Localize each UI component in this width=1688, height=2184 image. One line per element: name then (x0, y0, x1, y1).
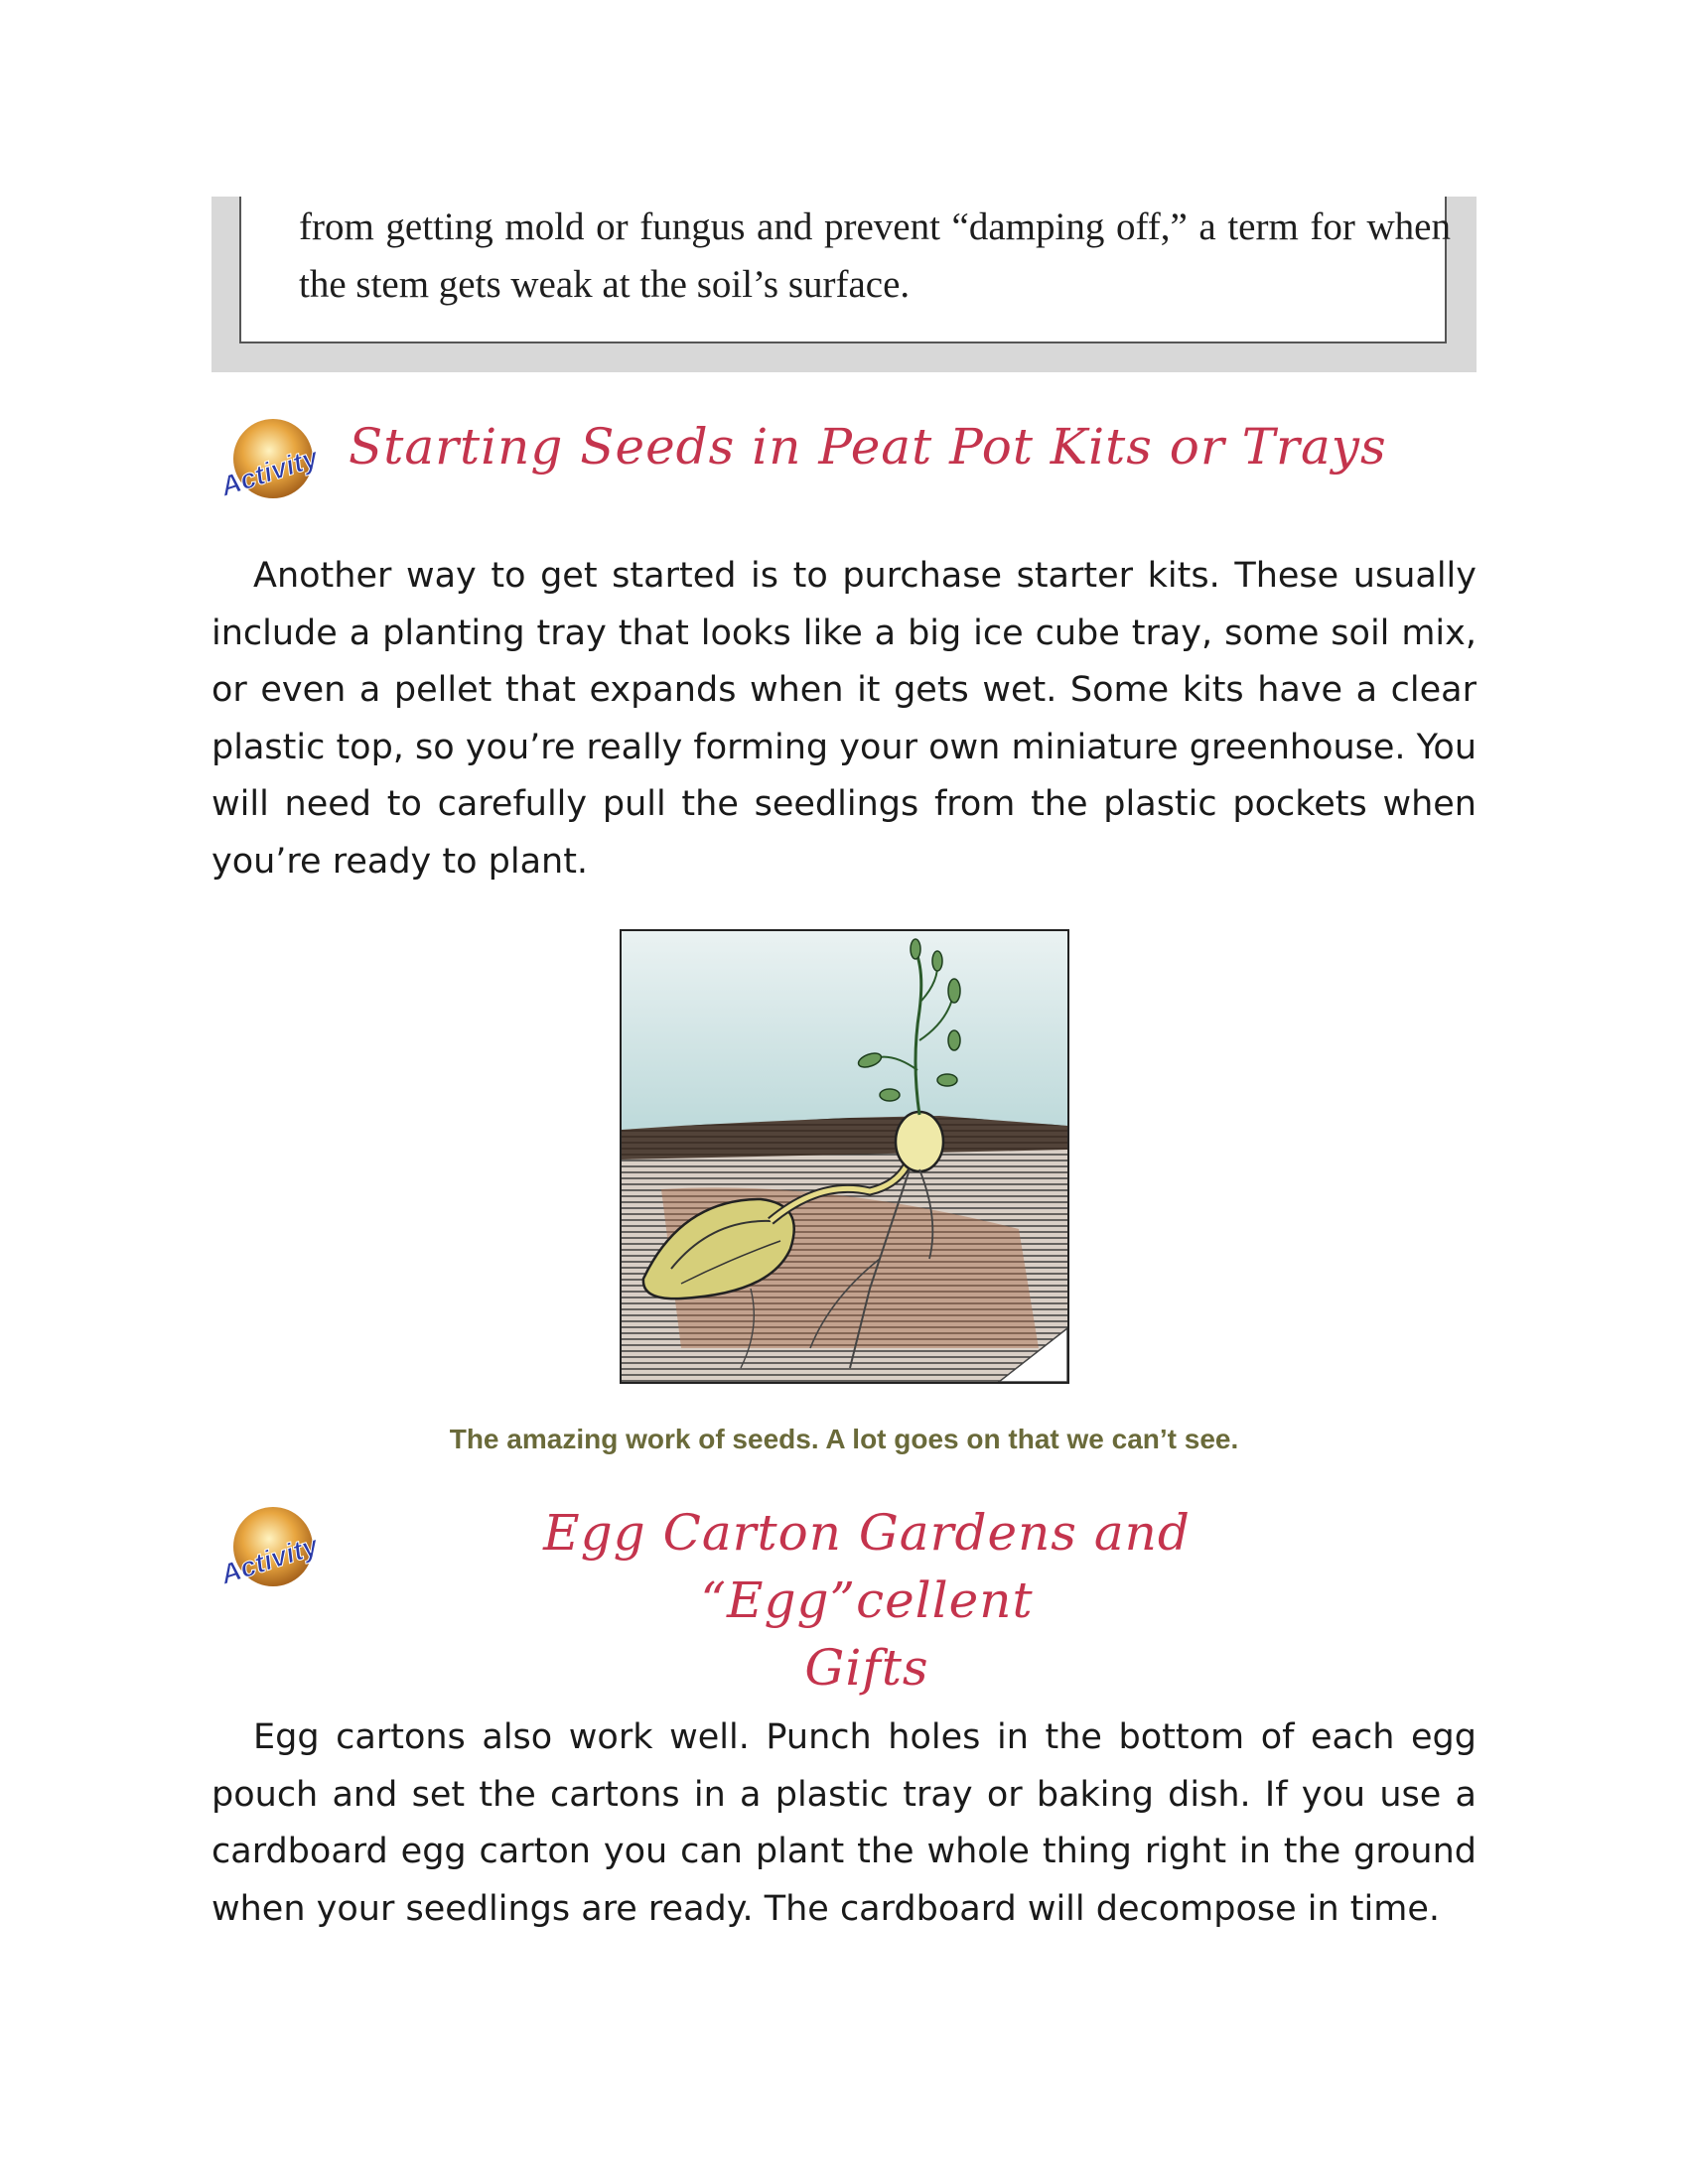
activity-badge-label: Activity (216, 441, 323, 502)
figure-caption: The amazing work of seeds. A lot goes on that we can’t see. (449, 1424, 1239, 1454)
activity-section-2 (211, 1495, 1477, 1697)
section-2-heading-line-2: Gifts (804, 1639, 929, 1697)
sidebar-box (211, 197, 1477, 372)
section-2-paragraph: Egg cartons also work well. Punch holes in the bottom of each egg pouch and set the cartons in a plastic tray or baking dish. If you use a cardboard egg carton you can plant the whole thing right in the ground when your seedlings are ready. The cardboard will decompose in time. (211, 1717, 1477, 1929)
section-1-heading: Starting Seeds in Peat Pot Kits or Trays (349, 418, 1387, 476)
activity-section-1 (211, 407, 1477, 516)
activity-badge-label: Activity (216, 1529, 323, 1590)
seed-sprouting-image (622, 931, 1067, 1382)
section-2-heading (370, 1499, 1363, 1702)
seed-illustration (620, 929, 1069, 1384)
section-1-paragraph: Another way to get started is to purchase starter kits. These usually include a planting tray that looks like a big ice cube tray, some soil mix, or even a pellet that expands when it gets wet. Some kits have a clear plastic top, so you’re really forming your own miniature greenhouse. You will need to carefully pull the seedlings from the plastic pockets when you’re ready to plant. (211, 556, 1477, 882)
section-2-heading-line-1: Egg Carton Gardens and “Egg”cellent (543, 1504, 1191, 1629)
activity-badge-icon (211, 1495, 331, 1594)
sidebar-box-inner (239, 197, 1451, 343)
activity-badge-icon (211, 407, 331, 506)
sidebar-text: from getting mold or fungus and prevent “damping off,” a term for when the stem gets weak at the soil’s surface. (299, 205, 1451, 306)
